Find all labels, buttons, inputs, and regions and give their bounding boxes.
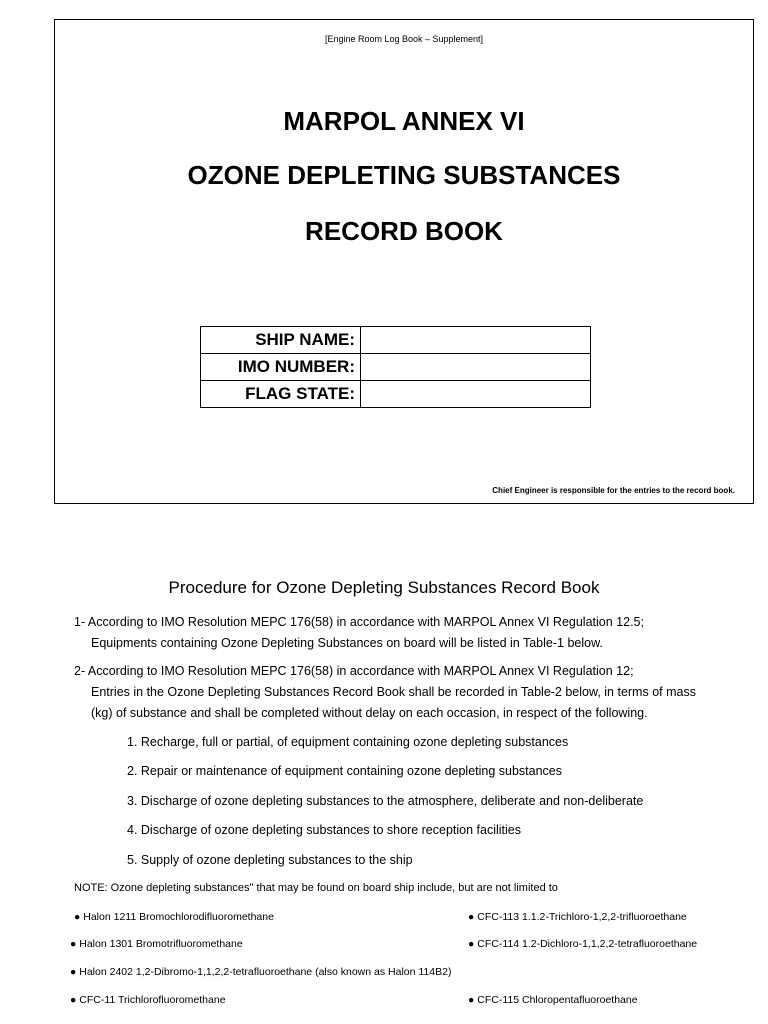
- flag-state-label: FLAG STATE:: [201, 381, 361, 408]
- procedure-title: Procedure for Ozone Depleting Substances Record Book: [168, 578, 600, 597]
- title-line-3: RECORD BOOK: [305, 216, 503, 246]
- ship-info-table: [200, 326, 591, 408]
- substance-item: ● Halon 1211 Bromochlorodifluoromethane: [74, 911, 274, 923]
- imo-number-row: [201, 354, 591, 381]
- flag-state-field[interactable]: [361, 381, 591, 408]
- substance-item: ● Halon 1301 Bromotrifluoromethane: [70, 938, 243, 950]
- ship-name-field[interactable]: [361, 327, 591, 354]
- substance-item: ● CFC-11 Trichlorofluoromethane: [70, 994, 226, 1006]
- ship-name-label: SHIP NAME:: [201, 327, 361, 354]
- substance-item: ● CFC-113 1.1.2-Trichloro-1,2,2-trifluoroethane: [468, 911, 687, 923]
- supplement-header: [Engine Room Log Book – Supplement]: [324, 34, 484, 44]
- paragraph-1: [74, 612, 644, 654]
- paragraph-1-line-2: Equipments containing Ozone Depleting Substances on board will be listed in Table-1 below.: [91, 636, 603, 650]
- title-line-2: OZONE DEPLETING SUBSTANCES: [187, 160, 621, 190]
- chief-engineer-note: Chief Engineer is responsible for the entries to the record book.: [492, 486, 735, 495]
- imo-number-field[interactable]: [361, 354, 591, 381]
- note-text: NOTE: Ozone depleting substances" that may be found on board ship include, but are not limited to: [74, 882, 558, 894]
- list-item: 1. Recharge, full or partial, of equipment containing ozone depleting substances: [127, 735, 569, 749]
- paragraph-2-line-2: Entries in the Ozone Depleting Substances Record Book shall be recorded in Table-2 below, in terms of mass: [91, 685, 696, 699]
- flag-state-row: [201, 381, 591, 408]
- cover-page-frame: [54, 19, 754, 504]
- paragraph-2-line-3: (kg) of substance and shall be completed without delay on each occasion, in respect of the following.: [91, 706, 648, 720]
- substance-item: ● CFC-115 Chloropentafluoroethane: [468, 994, 638, 1006]
- list-item: 2. Repair or maintenance of equipment containing ozone depleting substances: [127, 764, 563, 778]
- ship-name-row: [201, 327, 591, 354]
- title-line-1: MARPOL ANNEX VI: [283, 106, 525, 136]
- paragraph-2-line-1: 2- According to IMO Resolution MEPC 176(58) in accordance with MARPOL Annex VI Regulation 12;: [74, 664, 634, 678]
- paragraph-2: [74, 661, 696, 724]
- substance-item: ● CFC-114 1.2-Dichloro-1,1,2,2-tetrafluoroethane: [468, 938, 698, 950]
- list-item: 3. Discharge of ozone depleting substances to the atmosphere, deliberate and non-deliberate: [127, 794, 644, 808]
- list-item: 5. Supply of ozone depleting substances to the ship: [127, 853, 413, 867]
- substance-item: ● Halon 2402 1,2-Dibromo-1,1,2,2-tetrafluoroethane (also known as Halon 114B2): [70, 966, 452, 978]
- paragraph-1-line-1: 1- According to IMO Resolution MEPC 176(58) in accordance with MARPOL Annex VI Regulation 12.5;: [74, 615, 644, 629]
- list-item: 4. Discharge of ozone depleting substances to shore reception facilities: [127, 823, 521, 837]
- imo-number-label: IMO NUMBER:: [201, 354, 361, 381]
